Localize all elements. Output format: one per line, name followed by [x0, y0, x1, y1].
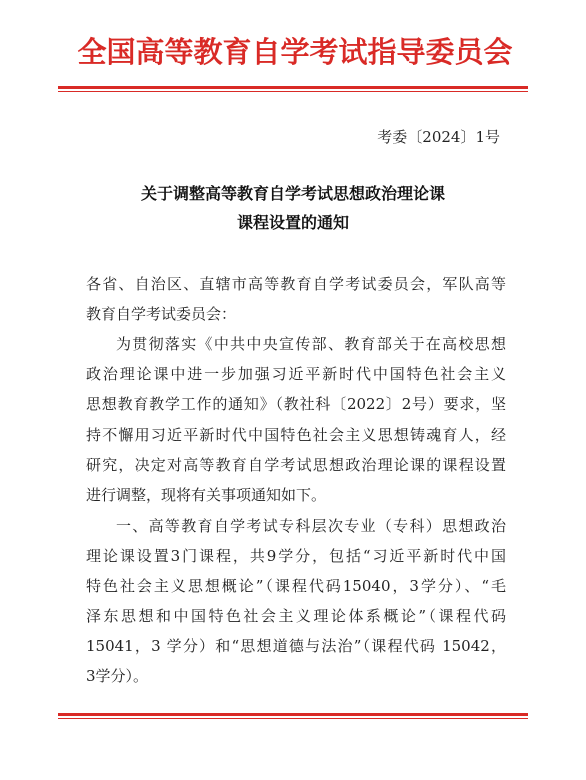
paragraph-1-line-5: 研究，决定对高等教育自学考试思想政治理论课的课程设置	[86, 456, 506, 474]
paragraph-1-line-1: 为贯彻落实《中共中央宣传部、教育部关于在高校思想	[116, 335, 506, 353]
paragraph-1-line-4: 持不懈用习近平新时代中国特色社会主义思想铸魂育人，经	[86, 426, 506, 444]
document-number: 考委〔2024〕1号	[377, 128, 500, 146]
header-red-rule-thin	[58, 91, 528, 92]
paragraph-2-line-1: 一、高等教育自学考试专科层次专业（专科）思想政治	[116, 517, 506, 535]
paragraph-2-line-2: 理论课设置3门课程，共9学分，包括“习近平新时代中国	[86, 547, 506, 565]
footer-red-rule-thin	[58, 718, 528, 719]
header-red-rule-thick	[58, 86, 528, 89]
document-title-line-2: 课程设置的通知	[236, 213, 349, 232]
paragraph-2-line-4: 泽东思想和中国特色社会主义理论体系概论”（课程代码	[86, 607, 506, 625]
addressee-line-1: 各省、自治区、直辖市高等教育自学考试委员会，军队高等	[86, 275, 506, 293]
paragraph-2-line-3: 特色社会主义思想概论”（课程代码15040，3学分）、“毛	[86, 577, 506, 595]
paragraph-2-line-6: 3学分）。	[86, 667, 149, 685]
addressee-line-2: 教育自学考试委员会：	[86, 305, 237, 323]
footer-red-rule-thick	[58, 713, 528, 716]
paragraph-1-line-2: 政治理论课中进一步加强习近平新时代中国特色社会主义	[86, 365, 506, 383]
paragraph-1-line-6: 进行调整，现将有关事项通知如下。	[86, 486, 327, 504]
document-title-line-1: 关于调整高等教育自学考试思想政治理论课	[140, 184, 445, 203]
paragraph-2-line-5: 15041，3 学分）和“思想道德与法治”（课程代码 15042，	[86, 637, 506, 655]
issuing-organization-header: 全国高等教育自学考试指导委员会	[77, 35, 513, 69]
paragraph-1-line-3: 思想教育教学工作的通知》（教社科〔2022〕2号）要求，坚	[86, 395, 506, 413]
